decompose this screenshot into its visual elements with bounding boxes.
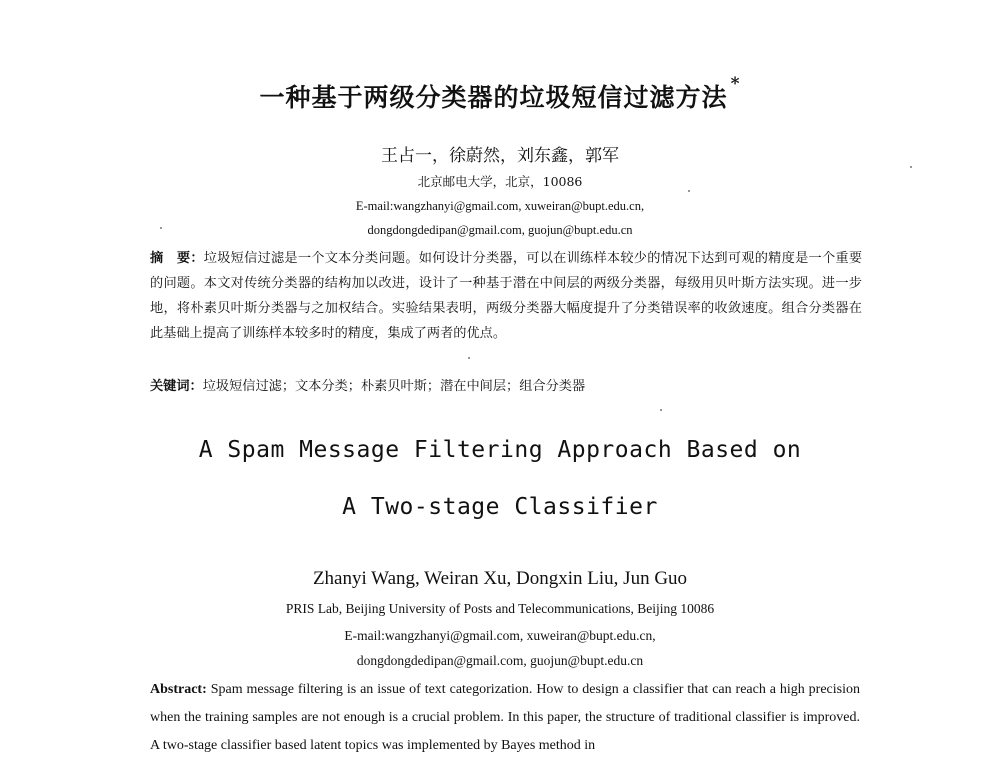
chinese-keywords xyxy=(150,374,862,399)
chinese-title: 一种基于两级分类器的垃圾短信过滤方法 * xyxy=(259,74,741,112)
chinese-abstract xyxy=(150,246,862,346)
english-abstract xyxy=(150,676,860,760)
english-email-line-1: E-mail:wangzhanyi@gmail.com, xuweiran@bupt.edu.cn, xyxy=(344,628,656,643)
chinese-email-line-1: E-mail:wangzhanyi@gmail.com, xuweiran@bupt.edu.cn, xyxy=(355,199,645,213)
chinese-affiliation: 北京邮电大学，北京，10086 xyxy=(417,174,583,189)
english-abstract-label: Abstract: xyxy=(150,682,207,697)
chinese-keywords-label: 关键词： xyxy=(150,379,203,394)
scan-speck xyxy=(910,166,912,168)
english-email-line-2: dongdongdedipan@gmail.com, guojun@bupt.edu.cn xyxy=(356,653,644,668)
title-footnote-mark: * xyxy=(730,74,741,94)
english-affiliation: PRIS Lab, Beijing University of Posts and Telecommunications, Beijing 10086 xyxy=(285,601,715,616)
english-title-line-1: A Spam Message Filtering Approach Based on xyxy=(198,437,802,463)
english-authors: Zhanyi Wang, Weiran Xu, Dongxin Liu, Jun Guo xyxy=(312,568,688,589)
scan-speck xyxy=(160,227,162,229)
chinese-authors: 王占一，徐蔚然，刘东鑫，郭军 xyxy=(381,146,619,166)
scan-speck xyxy=(468,357,470,359)
english-title-line-2: A Two-stage Classifier xyxy=(342,494,658,520)
scan-speck xyxy=(660,409,662,411)
chinese-keywords-text: 垃圾短信过滤；文本分类；朴素贝叶斯；潜在中间层；组合分类器 xyxy=(202,379,586,394)
chinese-email-line-2: dongdongdedipan@gmail.com, guojun@bupt.edu.cn xyxy=(367,223,633,237)
chinese-abstract-text: 垃圾短信过滤是一个文本分类问题。如何设计分类器，可以在训练样本较少的情况下达到可观的精度是一个重要的问题。本文对传统分类器的结构加以改进，设计了一种基于潜在中间层的两级分类器，每级用贝叶斯方法实现。进一步地，将朴素贝叶斯分类器与之加权结合。实验结果表明，两级分类器大幅度提升了分类错误率的收敛速度。组合分类器在此基础上提高了训练样本较多时的精度，集成了两者的优点。 xyxy=(150,251,863,341)
english-abstract-text: Spam message filtering is an issue of text categorization. How to design a classifier that can reach a high precision when the training samples are not enough is a crucial problem. In this paper, the structure of traditional classifier is improved. A two-stage classifier based latent topics was implemented by Bayes method in xyxy=(150,682,861,753)
scan-speck xyxy=(688,190,690,192)
chinese-abstract-label: 摘 要： xyxy=(150,251,204,266)
